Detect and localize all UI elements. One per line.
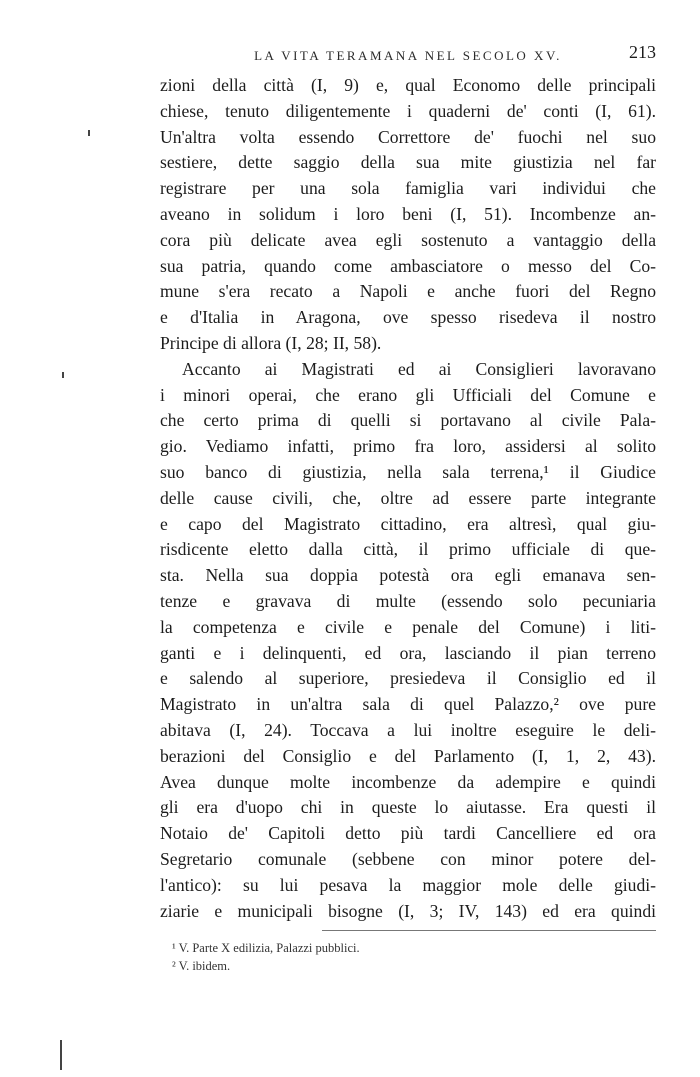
- text-line: Accanto ai Magistrati ed ai Consiglieri lavoravano: [182, 358, 656, 379]
- margin-mark: [62, 372, 64, 378]
- text-line: Un'altra volta essendo Correttore de' fuochi nel suo: [160, 126, 656, 147]
- text-line: berazioni del Consiglio e del Parlamento (I, 1, 2, 43).: [160, 745, 656, 766]
- page-header: [160, 42, 656, 70]
- footnotes: [172, 939, 652, 975]
- text-line: tenze e gravava di multe (essendo solo pecuniaria: [160, 590, 656, 611]
- text-line: che certo prima di quelli si portavano al civile Pala-: [160, 410, 656, 431]
- text-line: e d'Italia in Aragona, ove spesso risedeva il nostro: [160, 307, 656, 328]
- text-line: sua patria, quando come ambasciatore o messo del Co-: [160, 255, 656, 276]
- text-line: sestiere, dette saggio della sua mite giustizia nel far: [160, 152, 656, 173]
- text-line: mune s'era recato a Napoli e anche fuori del Regno: [160, 281, 656, 302]
- text-line: i minori operai, che erano gli Ufficiali del Comune e: [160, 384, 656, 405]
- text-line: Magistrato in un'altra sala di quel Palazzo,² ove pure: [160, 694, 656, 715]
- text-line: ganti e i delinquenti, ed ora, lasciando il pian terreno: [160, 642, 656, 663]
- text-line: Principe di allora (I, 28; II, 58).: [160, 332, 382, 353]
- text-line: Avea dunque molte incombenze da adempire e quindi: [160, 771, 656, 792]
- text-line: chiese, tenuto diligentemente i quaderni de' conti (I, 61).: [160, 100, 656, 121]
- footnote-1: ¹ V. Parte X edilizia, Palazzi pubblici.: [172, 941, 360, 955]
- margin-mark: [88, 130, 90, 136]
- text-line: gli era d'uopo chi in queste lo aiutasse. Era questi il: [160, 797, 656, 818]
- text-line: ziarie e municipali bisogne (I, 3; IV, 143) ed era quindi: [160, 900, 656, 921]
- running-title: LA VITA TERAMANA NEL SECOLO XV.: [254, 48, 562, 63]
- text-line: e salendo al superiore, presiedeva il Consiglio ed il: [160, 668, 656, 689]
- margin-mark: [60, 1040, 62, 1070]
- text-line: la competenza e civile e penale del Comune) i liti-: [160, 616, 656, 637]
- footnote-rule: [322, 930, 656, 931]
- text-line: registrare per una sola famiglia vari individui che: [160, 178, 656, 199]
- text-line: gio. Vediamo infatti, primo fra loro, assidersi al solito: [160, 436, 656, 457]
- footnote-2: ² V. ibidem.: [172, 959, 231, 973]
- text-line: zioni della città (I, 9) e, qual Economo delle principali: [160, 75, 656, 95]
- text-line: risdicente eletto dalla città, il primo ufficiale di que-: [160, 539, 656, 560]
- text-line: abitava (I, 24). Toccava a lui inoltre eseguire le deli-: [160, 719, 656, 740]
- text-line: e capo del Magistrato cittadino, era altresì, qual giu-: [160, 513, 656, 534]
- text-line: aveano in solidum i loro beni (I, 51). Incombenze an-: [160, 203, 656, 224]
- body-text: [160, 73, 656, 924]
- text-line: Segretario comunale (sebbene con minor potere del-: [160, 848, 656, 869]
- text-line: sta. Nella sua doppia potestà ora egli emanava sen-: [160, 565, 656, 586]
- text-line: Notaio de' Capitoli detto più tardi Cancelliere ed ora: [160, 823, 656, 844]
- text-line: suo banco di giustizia, nella sala terrena,¹ il Giudice: [160, 461, 656, 482]
- page-number: 213: [629, 42, 656, 62]
- text-line: l'antico): su lui pesava la maggior mole delle giudi-: [160, 874, 656, 895]
- text-line: delle cause civili, che, oltre ad essere parte integrante: [160, 487, 656, 508]
- text-line: cora più delicate avea egli sostenuto a vantaggio della: [160, 229, 656, 250]
